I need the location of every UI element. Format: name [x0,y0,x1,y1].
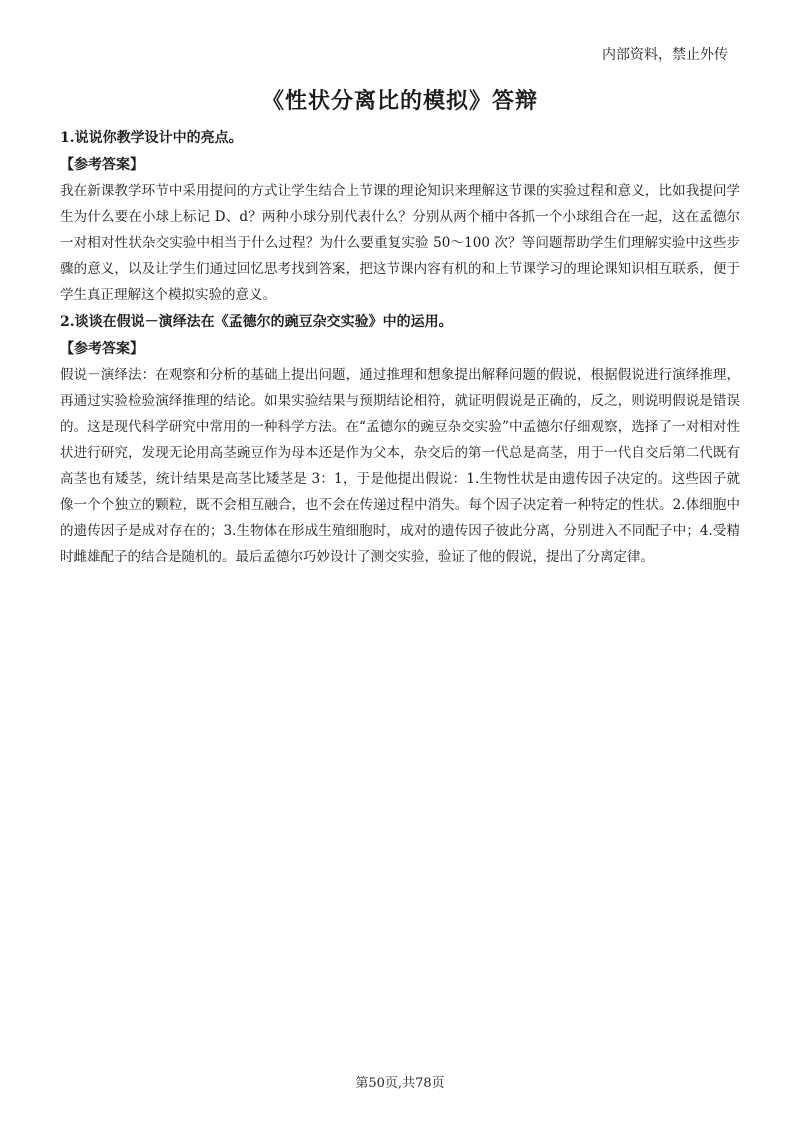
document-body [60,126,740,572]
question-2 [60,310,740,570]
document-title: 《性状分离比的模拟》答辩 [261,88,538,114]
answer-label: 【参考答案】 [60,341,144,357]
question-heading: 1.说说你教学设计中的亮点。 [60,130,243,146]
confidential-note: 内部资料，禁止外传 [602,47,728,63]
answer-text: 假说－演绎法：在观察和分析的基础上提出问题，通过推理和想象提出解释问题的假说，根据假说进行演绎推理，再通过实验检验演绎推理的结论。如果实验结果与预期结论相符，就证明假说是正确的，反之，则说明假说是错误的。这是现代科学研究中常用的一种科学方法。在“孟德尔的豌豆杂交实验”中孟德尔仔细观察，选择了一对相对性状进行研究，发现无论用高茎豌豆作为母本还是作为父本，杂交后的第一代总是高茎，用于一代自交后第二代既有高茎也有矮茎，统计结果是高茎比矮茎是 3：1，于是他提出假说：1.生物性状是由遗传因子决定的。这些因子就像一个个独立的颗粒，既不会相互融合，也不会在传递过程中消失。每个因子决定着一种特定的性状。2.体细胞中的遗传因子是成对存在的；3.生物体在形成生殖细胞时，成对的遗传因子彼此分离，分别进入不同配子中；4.受精时雌雄配子的结合是随机的。最后孟德尔巧妙设计了测交实验，验证了他的假说，提出了分离定律。 [60,367,740,565]
question-1 [60,126,740,308]
answer-label: 【参考答案】 [60,157,144,173]
answer-text: 我在新课教学环节中采用提问的方式让学生结合上节课的理论知识来理解这节课的实验过程和意义，比如我提问学生为什么要在小球上标记 D、d？两种小球分别代表什么？分别从两个桶中各抓一个小球组合在一起，这在孟德尔一对相对性状杂交实验中相当于什么过程？为什么要重复实验 50～100 次？等问题帮助学生们理解实验中这些步骤的意义，以及让学生们通过回忆思考找到答案，把这节课内容有机的和上节课学习的理论课知识相互联系，便于学生真正理解这个模拟实验的意义。 [60,183,740,303]
question-heading: 2.谈谈在假说－演绎法在《孟德尔的豌豆杂交实验》中的运用。 [60,314,453,330]
page-number: 第50页,共78页 [355,1076,445,1091]
